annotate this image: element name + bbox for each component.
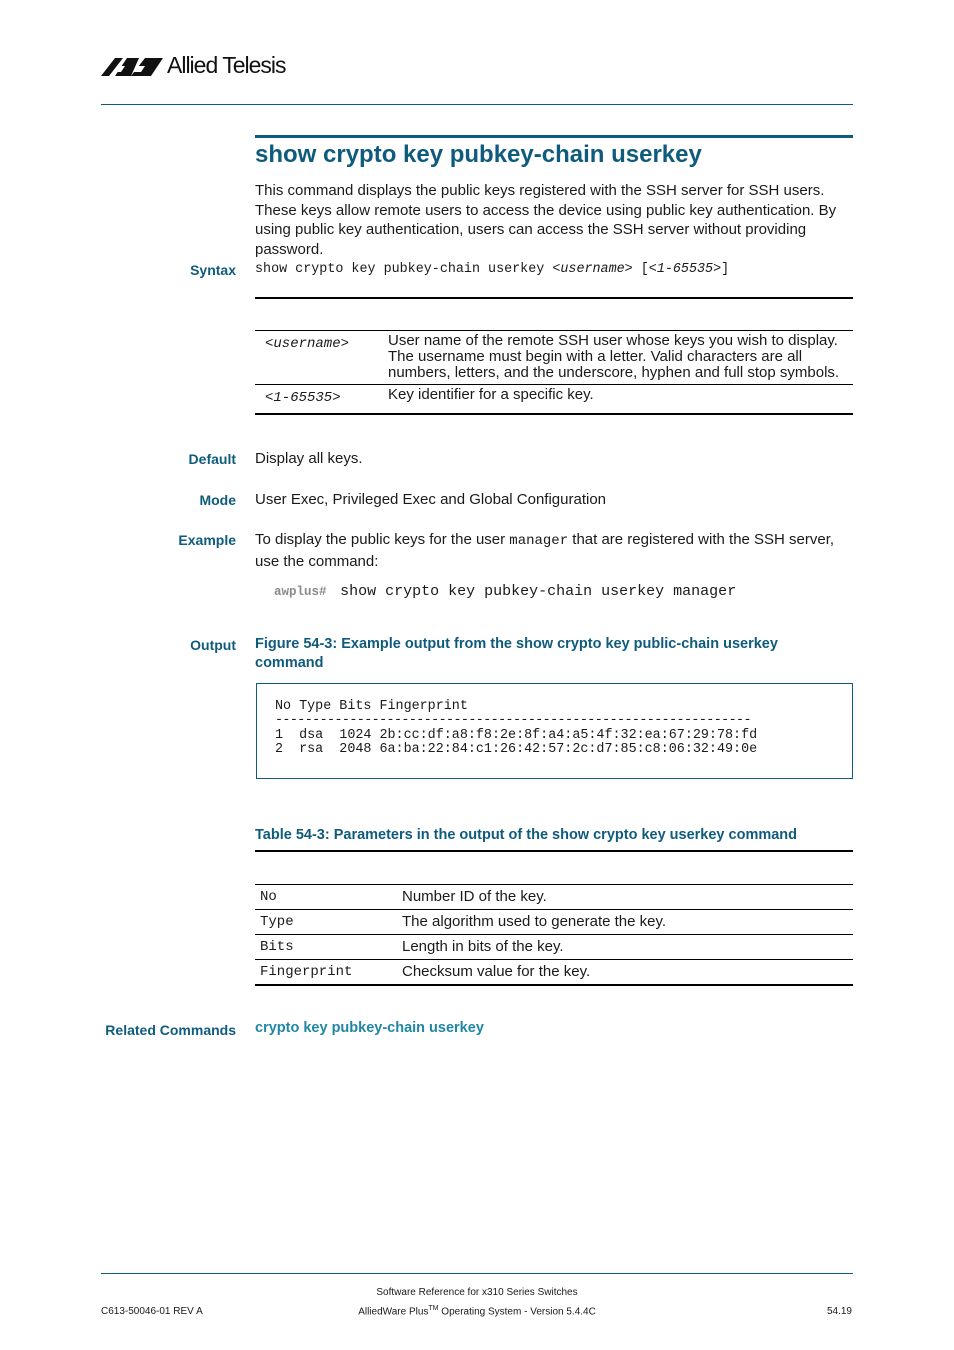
cli-command: show crypto key pubkey-chain userkey manager	[340, 583, 737, 600]
intro-paragraph: This command displays the public keys registered with the SSH server for SSH users. These keys allow remote users to access the device using public key authentication. By using public key authentication, users can access the SSH server without providing password.	[255, 182, 837, 258]
related-commands-label: Related Commands	[105, 1022, 236, 1038]
param-desc: User name of the remote SSH user whose keys you wish to display. The username must begin with a letter. Valid characters are all numbers, letters, and the underscore, hyphen and full stop symbols.	[388, 332, 840, 381]
param-desc: Key identifier for a specific key.	[388, 386, 594, 403]
brand-name: Allied Telesis	[167, 52, 286, 78]
output-line: 2 rsa 2048 6a:ba:22:84:c1:26:42:57:2c:d7:85:c8:06:32:49:0e	[275, 742, 758, 757]
example-label: Example	[178, 532, 236, 548]
param-name: <1-65535>	[265, 390, 341, 406]
figure-caption: Figure 54-3: Example output from the show crypto key public-chain userkey command	[255, 636, 778, 671]
example-text-post: that are registered with the SSH server, use the command:	[255, 531, 839, 570]
footer-os-version: Operating System - Version 5.4.4C	[438, 1306, 596, 1318]
table-caption-rule	[255, 850, 853, 852]
syntax-command: show crypto key pubkey-chain userkey	[255, 262, 553, 277]
allied-telesis-logo-icon	[101, 54, 165, 78]
output-param-name: Fingerprint	[260, 963, 353, 980]
parameter-table	[255, 330, 853, 415]
syntax-rule	[255, 297, 853, 299]
example-text	[255, 530, 853, 571]
table-caption: Table 54-3: Parameters in the output of the show crypto key userkey command	[255, 827, 798, 843]
title-rule	[255, 135, 853, 138]
footer-os-name: AlliedWare Plus	[358, 1306, 429, 1318]
output-param-name: No	[260, 889, 277, 905]
table-row	[255, 331, 853, 385]
syntax-bracket: [<	[632, 262, 657, 277]
syntax-bracket: >]	[713, 262, 730, 277]
footer-os-line	[0, 1305, 954, 1317]
output-box	[256, 683, 853, 779]
example-user-code: manager	[509, 533, 569, 549]
page-title: show crypto key pubkey-chain userkey	[255, 141, 702, 168]
syntax-label: Syntax	[190, 262, 236, 278]
footer-rule	[101, 1273, 853, 1274]
syntax-arg-username: username	[560, 262, 625, 277]
default-label: Default	[188, 451, 236, 467]
syntax-line	[255, 262, 729, 277]
example-command-line	[274, 582, 736, 600]
syntax-bracket: >	[624, 262, 633, 277]
related-command-link[interactable]: crypto key pubkey-chain userkey	[255, 1020, 484, 1036]
header-rule	[101, 104, 853, 105]
output-line: No Type Bits Fingerprint	[275, 699, 468, 714]
trademark-mark: TM	[428, 1305, 439, 1312]
default-text: Display all keys.	[255, 450, 363, 467]
output-param-desc: Checksum value for the key.	[402, 962, 591, 980]
footer-page-number: 54.19	[826, 1306, 852, 1317]
param-name: <username>	[265, 336, 350, 352]
footer-doc-id: C613-50046-01 REV A	[101, 1306, 203, 1317]
table-row	[255, 910, 853, 935]
brand-logo	[101, 52, 301, 80]
output-params-table	[255, 884, 853, 986]
syntax-arg-keyid: 1-65535	[656, 262, 714, 277]
cli-prompt: awplus#	[274, 585, 327, 599]
output-param-desc: Number ID of the key.	[402, 888, 547, 905]
mode-label: Mode	[199, 492, 236, 508]
table-row	[255, 885, 853, 910]
syntax-bracket: <	[552, 262, 561, 277]
footer-title: Software Reference for x310 Series Switches	[376, 1287, 578, 1298]
table-row	[255, 385, 853, 415]
mode-text: User Exec, Privileged Exec and Global Configuration	[255, 491, 607, 508]
output-param-desc: Length in bits of the key.	[402, 938, 564, 955]
table-row	[255, 960, 853, 985]
output-line: ----------------------------------------------------------------	[275, 713, 751, 728]
output-param-name: Type	[260, 914, 294, 930]
output-param-name: Bits	[260, 939, 294, 955]
output-label: Output	[190, 637, 236, 653]
output-param-desc: The algorithm used to generate the key.	[402, 913, 667, 930]
output-line: 1 dsa 1024 2b:cc:df:a8:f8:2e:8f:a4:a5:4f:32:ea:67:29:78:fd	[275, 728, 758, 743]
example-text-pre: To display the public keys for the user	[255, 531, 510, 548]
table-row	[255, 935, 853, 960]
